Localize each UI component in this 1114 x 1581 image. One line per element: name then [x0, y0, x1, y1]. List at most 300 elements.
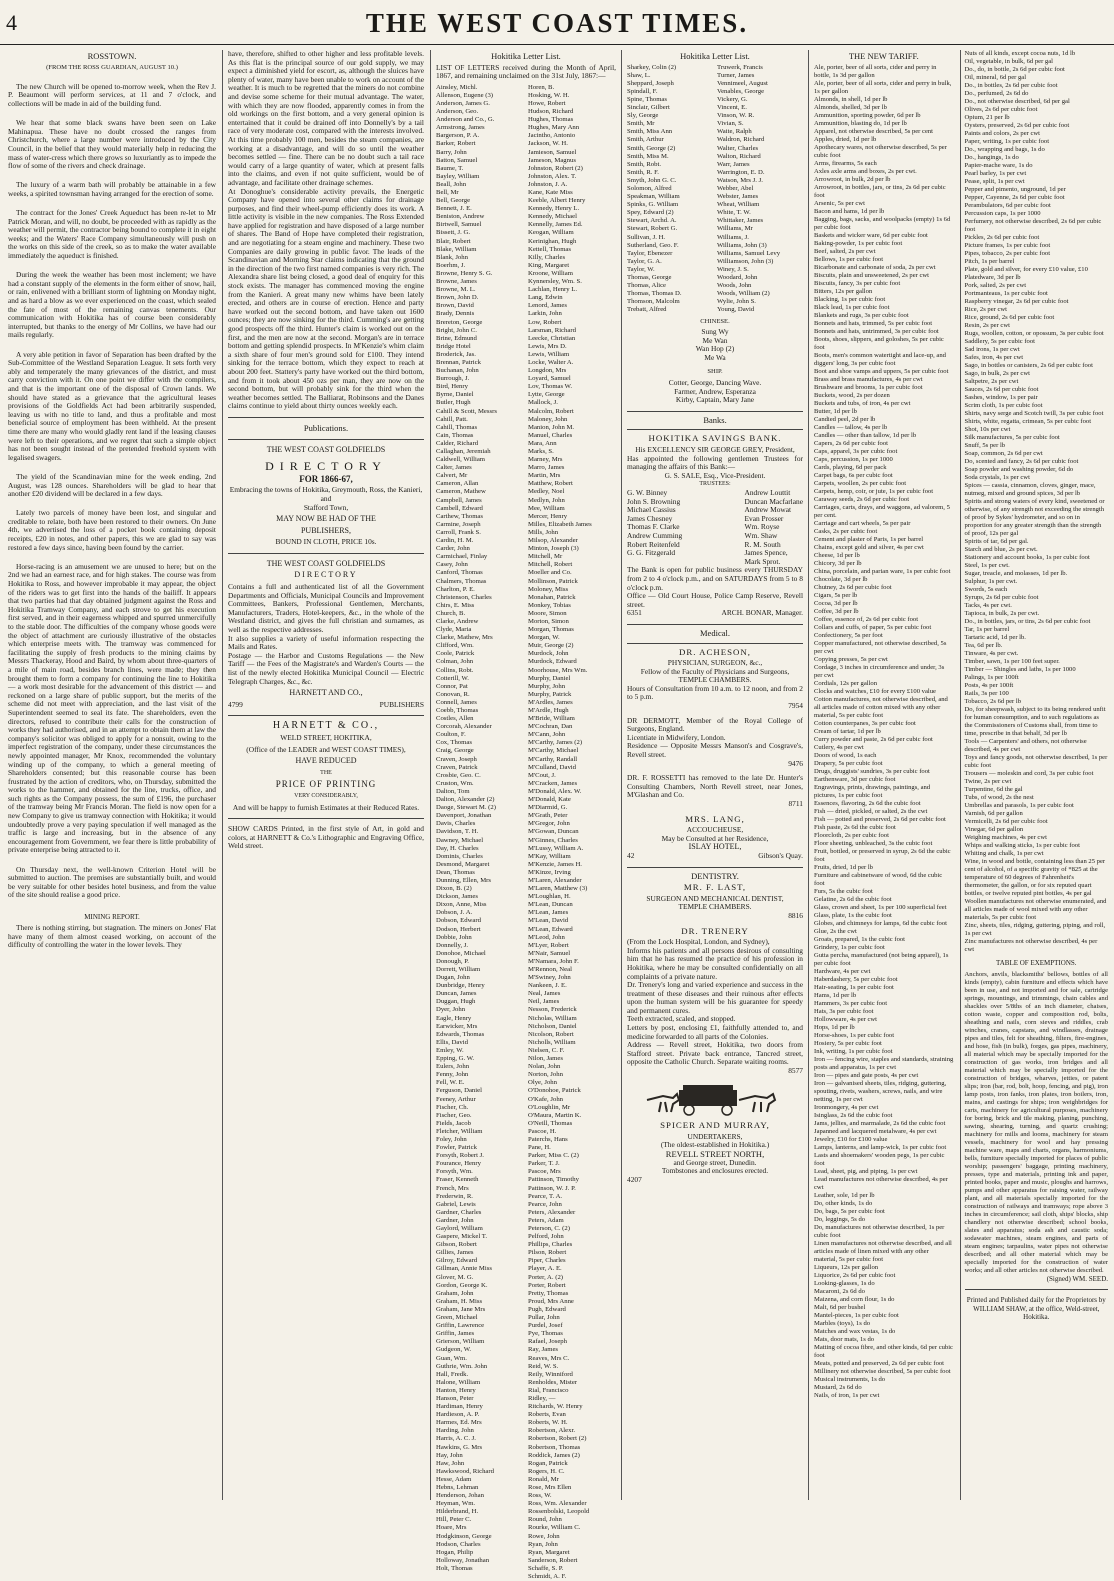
letter-recipient: Murdock, John — [528, 650, 569, 658]
spicer-title: SPICER AND MURRAY, — [660, 1120, 770, 1131]
last-name: MR. F. LAST, — [683, 882, 747, 893]
letter-recipient: Rossenbolski, Leopold — [528, 1508, 590, 1516]
letter-recipient: Keeble, Albert Henry — [528, 197, 586, 205]
letter-recipient: Cameron, Mathew — [436, 488, 486, 496]
letter-recipient: Murphy, John — [528, 682, 566, 690]
letter-recipient: Ridley, — — [528, 1394, 556, 1402]
letter-recipient: Morton, Simon — [528, 617, 569, 625]
letter-recipient: Barry, John — [436, 148, 467, 156]
letter-recipient: Hughes, Mary Ann — [528, 124, 580, 132]
letter-recipient: Lenord, James — [528, 302, 567, 310]
letter-recipient: Mitchell, Robert — [528, 561, 573, 569]
letter-recipient: Malcolm, Robert — [528, 407, 574, 415]
letter-recipient: Woodard, John — [717, 274, 758, 282]
letter-recipient: Hughes, Thomas — [528, 116, 574, 124]
letter-recipient: M'Cracken, James — [528, 779, 578, 787]
letter-recipient: Forsyth, Wm. — [436, 1168, 473, 1176]
letter-recipient: Clifford, Wm. — [436, 642, 474, 650]
letter-recipient: Milsop, Alexander — [528, 537, 578, 545]
letter-recipient: Edwards, Thomas — [436, 1030, 485, 1038]
letter-recipient: Webster, James — [717, 193, 759, 201]
letter-recipient: Norton, John — [528, 1071, 563, 1079]
ship-list — [627, 379, 803, 405]
spicer-foot: Tombstones and enclosures erected. — [661, 1166, 769, 1176]
letter-recipient: Cain, Thomas — [436, 431, 474, 439]
letter-recipient: M'Loughlan, H. — [528, 893, 571, 901]
letter-recipient: Reid, W. S. — [528, 1362, 559, 1370]
letter-recipient: Donohoe, Michael — [436, 949, 486, 957]
letter-recipient: Kennelly, James Ed. — [528, 221, 583, 229]
letter-recipient: Hay, John — [436, 1451, 463, 1459]
letter-recipient: Cahill, Thomas — [436, 423, 478, 431]
letter-recipient: Manion, John M. — [528, 423, 575, 431]
ad-number: 9476 — [788, 758, 803, 768]
exemptions-text: Anchors, anvils, blacksmiths' bellows, bottles of all kinds (empty), cabin furniture and effects which have been in use, and not imported and for sale, cartridge springs, mountings, and trimmings, chain cables and shackles over 5/8ths of an inch diameter, chaises, cotton waste, copper and composition rod, bolts, sheathing and nails, corn sieves and riddles, crab winches, cranes, capstans, and windlasses, drainage pipes and tiles, felt for sheathing, filters, fire-engines, and hose, fish (in bulk), forges, gas pipes, machinery, all material which may be specially imported for the construction of gas works, iron bridges and all material which may be specially imported for the construction of bridges, wharves, jetties, or patent slips; iron (bar, rod, bolt, hoop, fencing, and pig), iron lamp posts, iron fanks, iron plates, iron boilers, iron, mains, and castings for ships; iron weighbridges for carts, machinery for agricultural purposes, machinery for boring, brick and tile making, planing, punching, sawing, shearing, turning, and quartz crushing; machinery for mills and looms, machinery for steam vessels, machinery for wool and hay pressing machine ware, maps and charts, organs, harmoniums, bells, furniture specially imported for places of public worship; passengers' baggage, printing machinery, presses, type and materials, printing ink and paper, printed books, paper and music, ploughs and harrows, pumps and other apparatus for raising water, railway plant, and all materials specially imported for the construction of railways and tramways; rope above 3 inches in circumference; sail cloth, ships' blocks, ship chandlery not otherwise described; school books, slates and apparatus; soda ash and caustic soda; sodawater machines, steam engines, and parts of steam engines; tarpaulins, water pipes not otherwise described; and all other material which may be specially imported for the construction of water works; and all other articles not otherwise described. — [964, 970, 1108, 1274]
letter-recipient: Gardner, John — [436, 1216, 474, 1224]
divider — [627, 624, 803, 625]
letter-recipient: M'Carthy, Randall — [528, 755, 578, 763]
letter-recipient: Nolan, John — [528, 1063, 561, 1071]
letter-recipient: Sinclair, Gilbert — [627, 104, 670, 112]
directory-ad-heading: DIRECTORY — [265, 459, 387, 474]
letter-recipient: Porter, Robert — [528, 1281, 566, 1289]
divider — [228, 439, 424, 440]
letter-recipient: Moeller and Co. — [528, 569, 572, 577]
letter-recipient: Thomas, Alice — [627, 282, 667, 290]
letter-recipient: M'Namara, John F. — [528, 957, 579, 965]
letter-recipient: Blake, William — [436, 245, 477, 253]
letter-recipient: Coole, Patrick — [436, 650, 475, 658]
letter-recipient: Fowler, Patrick — [436, 1144, 477, 1152]
letter-recipient: Smith, R. F. — [627, 168, 659, 176]
letter-recipient: Vivian, S. — [717, 120, 744, 128]
letter-recipient: Sullivan, J. H. — [627, 233, 666, 241]
letter-recipient: O'Maura, Martin K. — [528, 1111, 582, 1119]
letter-recipient: Marney, Mrs — [528, 456, 563, 464]
letter-recipient: Ross, Wm. Alexander — [528, 1500, 587, 1508]
letter-recipient: Conovan, R. — [436, 690, 470, 698]
bank-office: Office — Old Court House, Police Camp Reserve, Revell street. — [627, 591, 803, 609]
paragraph: A very able petition in favor of Separation has been drafted by the Sub-Committee of the Westland Separation League. It sets forth very ably and temperately the many grievances of the district, and must carry conviction with it. On one point we differ with the compilers, and that is the important one of the disposal of Crown lands. We should have stated as a grievance that the agricultural leases provisions of the Goldfields Act had been arbitrarily suspended, leaving us with no title to land, and thus a profitable and most beneficial source of employment has been withheld. At the present time there are many who would gladly rent land if the leasing clauses were left to their operations, and we regret that such a simple object has not been sought instead of the pretended freehold system with legalised swagers. — [8, 349, 216, 462]
letter-recipient: Taylor, Ebenezer — [627, 249, 673, 257]
letter-recipient: Hill, Peter C. — [436, 1516, 472, 1524]
letter-recipient: Killy, Charles — [528, 253, 566, 261]
tariff-column-right — [960, 50, 1108, 1500]
letter-recipient: Waite, Ralph — [717, 128, 752, 136]
bank-vice-president: G. S. SALE, Esq., Vice-President. — [664, 470, 766, 480]
letter-recipient: Robertson, Thomas — [528, 1443, 581, 1451]
letter-recipient: Forsyth, Robert J. — [436, 1152, 484, 1160]
letter-recipient: Moloney, Miss — [528, 585, 569, 593]
letter-recipient: Turner, James — [717, 71, 755, 79]
letter-recipient: Nicholls, William — [528, 1038, 576, 1046]
bank-title: HOKITIKA SAVINGS BANK. — [648, 433, 782, 444]
letter-recipient: Williamson, John (3) — [717, 257, 774, 265]
exemptions-heading: TABLE OF EXEMPTIONS. — [996, 959, 1077, 967]
letter-recipient: Stewart, Archd. A. — [627, 217, 677, 225]
harnett-title: HARNETT & CO., — [272, 720, 380, 732]
harnett-the: THE — [320, 769, 332, 776]
letter-recipient: Church, B. — [436, 609, 466, 617]
letter-recipient: Cox, Thomas — [436, 739, 472, 747]
letter-names-left — [627, 64, 713, 315]
last-text: SURGEON AND MECHANICAL DENTIST, — [646, 893, 784, 903]
letter-recipient: Shaw, L. — [627, 71, 651, 79]
letter-recipient: Solomon, Alfred — [627, 185, 672, 192]
letter-recipient: Chirs, E. Miss — [436, 601, 475, 609]
letter-recipient: Foley, John — [436, 1135, 467, 1143]
letter-recipient: Calter, James — [436, 464, 472, 472]
letter-recipient: Feeney, Arthur — [436, 1095, 476, 1103]
letter-recipient: Hilderbrand, H. — [436, 1508, 479, 1516]
letter-recipient: Fenny, John — [436, 1071, 469, 1079]
letter-recipient: Browne, Henry S. G. — [436, 269, 493, 277]
letter-recipient: Rafael, Joseph — [528, 1338, 567, 1346]
letter-recipient: Minton, Joseph (3) — [528, 545, 579, 553]
letter-recipient: Sanderson, Robert — [528, 1556, 578, 1564]
letter-recipient: Robertson, Robert (2) — [528, 1435, 587, 1443]
letter-recipient: Day, H. Charles — [436, 844, 479, 852]
letter-recipient: Pearce, T. A. — [528, 1192, 563, 1200]
trustees-list — [627, 489, 803, 566]
letter-recipient: Connell, James — [436, 698, 477, 706]
letter-recipient: M'Lean, Duncan — [528, 901, 573, 909]
letter-recipient: Pearce, John — [528, 1200, 562, 1208]
letter-recipient: Sharkey, Colin (2) — [627, 63, 677, 71]
letter-recipient: Craig, George — [436, 747, 474, 755]
letter-recipient: Lang, Edwin — [528, 294, 563, 302]
letter-recipient: Barker, Robert — [436, 140, 476, 148]
letter-recipient: Cameron, Allan — [436, 480, 479, 488]
letter-recipient: Gibson, Robert — [436, 1241, 477, 1249]
letter-recipient: Kerinighan, Hugh — [528, 237, 577, 245]
letter-recipient: M'Kinze, Irving — [528, 868, 571, 876]
letter-recipient: M'Donald, Alex. W. — [528, 787, 582, 795]
letter-recipient: Gaylord, William — [436, 1225, 483, 1232]
letter-recipient: Fletcher, William — [436, 1127, 483, 1135]
letter-recipient: Dalton, Tom — [436, 787, 470, 795]
letter-recipient: Bridge Hotel — [436, 342, 471, 350]
letter-recipient: Cardin, H. M. — [436, 537, 474, 545]
letter-recipient: Lewis, Mrs D. — [528, 342, 567, 350]
letter-recipient: Ryan, Margaret — [528, 1548, 570, 1556]
letter-recipient: Cambell, Edward — [436, 504, 483, 512]
letter-recipient: Jackson, W. H. — [528, 140, 568, 148]
letter-recipient: Williams, Samuel Levy — [717, 249, 781, 257]
letter-recipient: M'Carthy, Michael — [528, 747, 579, 755]
lang-place: ISLAY HOTEL, — [688, 842, 742, 852]
lang-text: ACCOUCHEUSE, May be Consulted at her Residence, — [661, 825, 769, 843]
letter-recipient: Player, A. E. — [528, 1265, 562, 1273]
imprint: Printed and Published daily for the Proprietors by WILLIAM SHAW, at the office, Weld-street, Hokitika. — [966, 1296, 1106, 1321]
trenery-text: (From the Lock Hospital, London, and Sydney), Informs his patients and all persons desirous of consulting him that he has resumed the practice of his profession in Hokitika, where he may be consulted confidentially on all complaints of a private nature. Dr. Trenery's long and varied experience and success in the treatment of these diseases and their ruinous after effects upon the human system will be his guarantee for speedy and permanent cures. Teeth extracted, scaled, and stopped. Letters by post, enclosing £1, faithfully attended to, and medicine forwarded to all parts of the Colonies. Address — Revell street, Hokitika, two doors from Stafford street. Private back entrance, Tancred street, opposite the Catholic Church. Separate waiting rooms. — [627, 937, 803, 1067]
letter-recipient: Earwicker, Mrs — [436, 1022, 478, 1030]
acheson-name: DR. ACHESON, — [679, 646, 751, 657]
letter-names-right — [717, 64, 803, 315]
letter-recipient: Gardner, Charles — [436, 1208, 482, 1216]
letter-recipient: Birtwell, Samuel — [436, 221, 482, 229]
letter-recipient: Bright, John C. — [436, 326, 477, 334]
letter-recipient: Brady, Dennis — [436, 310, 475, 318]
letter-recipient: Dickson, James — [436, 893, 478, 901]
letter-recipient: Thomson, Malcolm — [627, 298, 680, 306]
letter-recipient: Henderson, Johan — [436, 1492, 484, 1500]
chinese-names: Sung Wy Me Wan Wan Hop (2) Me Wa — [695, 327, 735, 362]
letter-recipient: Glover, M. G. — [436, 1273, 474, 1281]
letter-recipient: Trebatt, Alfred — [627, 306, 667, 314]
bank-footer — [627, 609, 803, 618]
letter-recipient: Smith, Miss Ann — [627, 128, 673, 136]
letter-recipient: Frederwin, R. — [436, 1192, 473, 1200]
harnett-address: WELD STREET, HOKITIKA, — [280, 732, 372, 742]
letter-recipient: Walton, Richard — [717, 152, 761, 160]
letter-recipient: Williams, John (3) — [717, 241, 767, 249]
letter-recipient: Hanson, Peter — [436, 1394, 474, 1402]
harnett-very: VERY CONSIDERABLY, — [294, 792, 358, 799]
letter-recipient: Venables, George — [717, 87, 765, 95]
letter-recipient: Parker, Miss C. (2) — [528, 1152, 579, 1160]
section-heading-banks: Banks. — [703, 414, 727, 425]
letter-recipient: Olye, John — [528, 1079, 557, 1087]
letter-recipient: Monkey, Tobias — [528, 601, 571, 609]
letter-recipient: Hodson, Charles — [436, 1540, 481, 1548]
ad-number: 8711 — [788, 799, 803, 808]
section-heading-dentistry: DENTISTRY. — [691, 870, 739, 881]
last-ad — [627, 883, 803, 920]
letter-recipient: Bird, Henry — [436, 383, 468, 391]
letter-recipient: Hodgkinson, George — [436, 1532, 492, 1540]
letter-recipient: Murphy, Patrick — [528, 690, 572, 698]
letter-recipient: Ronald, Mr — [528, 1475, 559, 1483]
letter-recipient: Dixon, B. (2) — [436, 885, 472, 893]
harnett-office: (Office of the LEADER and WEST COAST TIMES), — [246, 744, 406, 754]
bank-hours: The Bank is open for public business every THURSDAY from 2 to 4 o'clock p.m., and on SATURDAYS from 5 to 8 o'clock p.m. — [627, 565, 803, 592]
trenery-name: DR. TRENERY — [681, 925, 749, 936]
letter-recipient: Batton, Samuel — [436, 156, 478, 164]
letter-recipient: Pye, Thomas — [528, 1330, 563, 1338]
letter-recipient: O'Kafe, John — [528, 1095, 564, 1103]
letter-recipient: Moore, Simon — [528, 609, 567, 617]
letter-recipient: O'Loughlin, Mr — [528, 1103, 571, 1111]
divider — [965, 1289, 1108, 1290]
letter-recipient: Johnston, J. A. — [528, 180, 568, 188]
letter-recipient: Guthrie, Wm. John — [436, 1362, 488, 1370]
letter-recipient: Cruston, Wm. — [436, 779, 474, 787]
letter-recipient: Burrough, J. — [436, 375, 470, 383]
bank-text: Has appointed the following gentlemen Trustees for managing the affairs of this Bank:— — [627, 453, 803, 472]
letter-recipient: Woods, William (2) — [717, 290, 770, 298]
letter-recipient: Brown, David — [436, 302, 474, 310]
directory2-footer — [228, 701, 424, 710]
tariff-columns — [814, 50, 1108, 1500]
letter-recipient: Harris, A. C. J. — [436, 1435, 476, 1443]
letter-recipient: Pattinson, W. J. P. — [528, 1184, 576, 1192]
letter-recipient: Warr, James — [717, 160, 750, 168]
letter-recipient: Pugh, Edward — [528, 1305, 566, 1313]
letter-recipient: Stewart, Robert G. — [627, 225, 678, 233]
letter-recipient: Johnston, Alex. T. — [528, 172, 577, 180]
letter-recipient: M'Gowan, Duncan — [528, 828, 579, 836]
letter-recipient: Smith, Mr — [627, 120, 655, 128]
letter-recipient: Fields, Jacob — [436, 1119, 471, 1127]
letter-recipient: Dobson, J. A. — [436, 909, 473, 917]
spicer-sub: UNDERTAKERS, — [687, 1131, 743, 1141]
spicer-text: (The oldest-established in Hokitika.) — [660, 1140, 770, 1150]
letter-recipient: Hardiman, Henry — [436, 1403, 483, 1411]
letter-recipient: Coebb, Thomas — [436, 707, 479, 714]
letter-recipient: Spine, Thomas — [627, 95, 668, 103]
letter-recipient: Mee, William — [528, 504, 565, 512]
letter-names-grid — [436, 84, 616, 1581]
letter-recipient: Gilroy, Edward — [436, 1257, 478, 1265]
letter-recipient: Blank, John — [436, 253, 468, 261]
letter-recipient: Mercer, Henry — [528, 512, 568, 520]
letter-recipient: Cahill, Patt. — [436, 415, 468, 423]
letter-recipient: Rogan, Patrick — [528, 1459, 568, 1467]
letter-recipient: Schmidt, A. F. — [528, 1573, 567, 1581]
letter-recipient: Thomas, Thomas D. — [627, 290, 682, 298]
letter-recipient: Smith, Miss M. — [627, 152, 669, 160]
ad-number: 8577 — [788, 1066, 803, 1076]
letter-recipient: Johnston, Robert (2) — [528, 164, 583, 172]
letter-recipient: Rowe, John — [528, 1532, 560, 1540]
letter-recipient: Young, David — [717, 306, 755, 314]
letter-recipient: Mills, John — [528, 528, 559, 536]
letter-recipient: Lachlan, Henry L. — [528, 286, 578, 294]
letter-recipient: Green, Michael — [436, 1314, 478, 1322]
letter-recipient: Dunning, Ellen, Mrs — [436, 876, 491, 884]
letter-recipient: Pelford, John — [528, 1233, 564, 1241]
letter-names-grid — [627, 64, 803, 315]
letter-recipient: Ross, W. — [528, 1492, 552, 1500]
letter-recipient: Spey, Edward (2) — [627, 209, 674, 217]
divider — [627, 867, 803, 868]
letter-recipient: Sutherland, Geo. F. — [627, 241, 679, 249]
letter-recipient: Muir, George (2) — [528, 642, 574, 650]
letter-recipient: Dunbridge, Henry — [436, 982, 485, 990]
letter-recipient: Roddick, James (2) — [528, 1451, 580, 1459]
letter-recipient: Piper, Charles — [528, 1257, 566, 1265]
letter-recipient: Halone, William — [436, 1378, 481, 1386]
divider — [627, 643, 803, 644]
directory-ad-had: MAY NOW BE HAD OF THE — [276, 514, 376, 524]
letter-recipient: Speakman, William — [627, 193, 680, 201]
tariff-list-1: Ale, porter, beer of all sorts, cider and perry in bottle, 1s 3d per gallon Ale, porter, beer of all sorts, cider and perry in bulk, 1s per gallon Almonds, in shell, 1d per lb Almonds, shelled, 3d per lb Ammunition, sporting powder, 6d per lb Ammunition, blasting do, 1d per lb Apparel, not otherwise described, 5s per cent Apples, dried, 1d per lb Apothecary wares, not otherwise described, 5s per cubic foot Arms, firearms, 5s each Axles axle arms and boxes, 2s per cwt. Arrowroot, in bulk, 2d per lb Arrowroot, in bottles, jars, or tins, 2s 6d per cubic foot Arsenic, 5s per cwt Bacon and hams, 1d per lb Bagging, bags, sacks, and woolpacks (empty) 1s 6d per cubic foot Baskets and wicker ware, 6d per cubic foot Baking-powder, 1s per cubic foot Beef, salted, 2s per cwt Bellows, 1s per cubic foot Bicarbonate and carbonate of soda, 2s per cwt Biscuits, plain and unsweetened, 2s per cwt Biscuits, fancy, 3s per cubic foot Bitters, 12s per gallon Blacking, 1s per cubic foot Black lead, 1s per cubic foot Blankets and rugs, 3s per cubic foot Bonnets and hats, trimmed, 5s per cubic foot Bonnets and hats, untrimmed, 3s per cubic foot Boots, shoes, slippers, and goloshes, 5s per cubic foot Boots, men's common watertight and lace-up, and diggers' long, 3s per cubic foot Boot and shoe vamps and uppers, 5s per cubic foot Brass and brass manufactures, 4s per cwt Brushware and brooms, 1s per cubic foot Buckets, wood, 2s per dozen Buckets and tubs, of iron, 4s per cwt Butter, 1d per lb Candied peel, 2d per lb Candles — tallow, 4s per lb Candles — other than tallow, 1d per lb Capers, 2s 6d per cubic foot Caps, apparel, 3s per cubic foot Caps, percussion, 1s per 1000 Cards, playing, 6d per pack Carpet bags, 6s per cubic foot Carpets, woollen, 2s per cubic foot Carpets, hemp, coir, or jute, 1s per cubic foot Caraway seeds, 2s 6d per cubic foot Carriages, carts, drays, and waggons, ad valorem, 5 per cent. Carriage and cart wheels, 5s per pair Casks, 2s per cubic foot Cement and plaster of Paris, 1s per barrel Chains, except gold and silver, 4s per cwt Cheese, 1d per lb Chicory, 3d per lb China, porcelain, and parian ware, 1s per cubic foot Chocolate, 3d per lb Chutney, 2s 6d per cubic foot Cigars, 5s per lb Cocoa, 3d per lb Coffee, 3d per lb Coffee, essence of, 2s 6d per cubic foot Collars and cuffs, of paper, 5s per cubic foot Confectionery, 5s per foot Copper manufactured, not otherwise described, 5s per cwt Copying presses, 5s per cwt Cordage, 3 inches in circumference and under, 3s per cwt Cordials, 12s per gallon Clocks and watches, £10 for every £100 value Cotton manufactures, not otherwise described, and all articles made of cotton mixed with any other material, 5s per cubic foot Cotton counterpanes, 3s per cubic foot Cream of tartar, 1d per lb Curry powder and paste, 2s 6d per cubic foot Cutlery, 4s per cwt Doors of wood, 1s each Drapery, 5s per cubic foot Drugs, druggists' sundries, 3s per cubic foot Earthenware, 3d per cubic foot Engravings, prints, drawings, paintings, and pictures, 1s per cubic foot Essences, flavoring, 2s 6d the cubic foot Fish — dried, pickled, or salted, 2s the cwt Fish — potted and preserved, 2s 6d per cubic foot Fish paste, 2s 6d the cubic foot Floorcloth, 2s per cubic foot Floor sheeting, unbleached, 3s the cubic foot Fruit, bottled, or preserved in syrup, 2s 6d the cubic foot Fruits, dried, 1d per lb Furniture and cabinetware of wood, 6d the cubic foot Furs, 5s the cubic foot Gelatine, 2s 6d the cubic foot Glass, crown and sheet, 1s per 100 superficial feet Glass, plate, 1s the cubic foot Globes, and chimneys for lamps, 6d the cubic foot Glue, 2s the cwt Groats, prepared, 1s the cubic foot Grindery, 1s per cubic foot Gutta percha, manufactured (not being apparel), 1s per cubic foot Hardware, 4s per cwt Haberdashery, 5s per cubic foot Hair-seating, 1s per cubic foot Hams, 1d per lb Hammers, 3s per cubic foot Hats, 3s per cubic foot Hollowware, 4s per cwt Hops, 1d per lb Horse-shoes, 1s per cubic foot Hosiery, 5s per cubic foot Ink, writing, 1s per cubic foot Iron — fencing wire, staples and standards, straining posts and apparatus, 1s per cwt Iron — pipes and gate posts, 4s per cwt Iron — galvanised sheets, tiles, ridging, guttering, spouting, rivets, washers, screws, nails, and wire netting, 1s per cwt Ironmongery, 4s per cwt Isinglass, 2s 6d the cubic foot Jams, jellies, and marmalade, 2s 6d the cubic foot Japanned and lacquered metalware, 4s per cwt Jewelry, £10 for £100 value Lamps, lanterns, and lamp-wick, 1s per cubic foot Lasts and shoemakers' wooden pegs, 1s per cubic foot Lead, sheet, pig, and piping, 1s per cwt Lead manufactures not otherwise described, 4s per cwt Leather, sole, 1d per lb Do, other kinds, 1s do Do, bags, 5s per cubic foot Do, leggings, 5s do Do, manufactures not otherwise described, 1s per cubic foot Linen manufactures not otherwise described, and all articles made of linen mixed with any other material, 5s per cubic foot Liqueurs, 12s per gallon Liquorice, 2s 6d per cubic foot Looking-glasses, 1s do Macaroni, 2s 6d do Maizena, and corn flour, 1s do Malt, 6d per bushel Mantel-pieces, 1s per cubic foot Marbles (toys), 1s do Matches and wax vestas, 1s do Mats, door mats, 1s do Matting of cocoa fibre, and other kinds, 6d per cubic foot Meats, potted and preserved, 2s 6d per cubic foot Millinery not otherwise described, 5s per cubic foot Musical instruments, 1s do Mustard, 2s 6d do Nails, of iron, 1s per cwt — [814, 63, 954, 1399]
letter-recipient: Peters, Adam — [528, 1216, 564, 1224]
ad-number: 8816 — [788, 910, 803, 920]
letter-recipient: Spinks, G. William — [627, 201, 679, 209]
letter-recipient: Blair, Robert — [436, 237, 471, 245]
page-number: 4 — [6, 10, 17, 35]
letter-recipient: Graham, John — [436, 1289, 474, 1297]
letter-recipient: Morgan, W. — [528, 634, 560, 642]
letter-recipient: M'Diarmid, G. — [528, 804, 568, 812]
letter-recipient: Anderson, Geo. — [436, 108, 479, 116]
letter-recipient: Dixon, Anne, Miss — [436, 901, 487, 909]
letter-recipient: Pullar, John — [528, 1314, 560, 1322]
letter-recipient: Larsman, Richard — [528, 326, 576, 334]
mining-report-text: There is nothing stirring, but stagnation. The miners on Jones' Flat have many of them almost ceased working, on account of the difficulty of controlling the water in the lower levels. They — [8, 923, 216, 950]
rossetti-ad — [627, 774, 803, 808]
acheson-hours: Hours of Consultation from 10 a.m. to 12 noon, and from 2 to 5 p.m. — [627, 683, 803, 702]
letter-recipient: Cahill & Scott, Messrs — [436, 407, 497, 415]
letter-recipient: Wylie, John S. — [717, 298, 756, 306]
letter-recipient: Harmes, Ed. Mrs — [436, 1419, 482, 1427]
letter-recipient: Daoge, Stewart M. (2) — [436, 804, 496, 812]
letter-recipient: Nilon, James — [528, 1055, 563, 1063]
letter-recipient: Chalmers, Thomas — [436, 577, 487, 585]
column-rule — [222, 50, 223, 1500]
letter-recipient: Dobson, Edward — [436, 917, 481, 925]
section-heading-medical: Medical. — [700, 627, 730, 638]
lang-quay: Gibson's Quay. — [758, 850, 803, 860]
letter-recipient: Hebns, Lehman — [436, 1484, 479, 1491]
letter-recipient: Holloway, Jonathan — [436, 1556, 490, 1564]
letter-recipient: Beniston, Andrew — [436, 213, 485, 221]
letter-recipient: Smith, George (2) — [627, 144, 676, 152]
paragraph: During the week the weather has been most inclement; we have had a constant supply of the elements in the form either of snow, hail, or rain, enlivened with a brilliant storm of lightning on Monday night, and as hard a blow as we ever experienced on the coast, which sealed the fate of most of the remaining canvas tenements. Our communication with Hokitika has of course been considerably interrupted, but thanks to the energy of Mr Collins, we have had our mails regularly. — [8, 270, 216, 340]
letter-recipient: Craven, Patrick — [436, 763, 478, 771]
letter-recipient: Longdon, Mrs — [528, 367, 567, 375]
letter-recipient: Ryan, John — [528, 1540, 558, 1548]
letter-recipient: Calder, Richard — [436, 439, 479, 447]
column-rule — [430, 50, 431, 1500]
letter-recipient: Costles, Allen — [436, 715, 474, 723]
directory-ad-publishers: PUBLISHERS, — [300, 525, 351, 535]
divider — [228, 417, 424, 418]
ad-number: 4207 — [627, 1174, 642, 1184]
letter-recipient: Hosking, W. H. — [528, 91, 570, 99]
letter-recipient: Anderson and Co., G. — [436, 116, 495, 124]
directory-ad-year: FOR 1866-67, — [299, 473, 353, 484]
letter-recipient: Lytte, George — [528, 391, 565, 399]
letter-recipient: Graham, Jane Mrs — [436, 1305, 486, 1313]
article-source: (FROM THE ROSS GUARDIAN, AUGUST 10.) — [46, 63, 178, 71]
letter-recipient: Ray, James — [528, 1346, 559, 1354]
bank-patron: His EXCELLENCY SIR GEORGE GREY, President, — [635, 445, 795, 455]
letter-recipient: Kane, Kate Miss — [528, 189, 573, 196]
letter-recipient: Purdel, Josef — [528, 1322, 563, 1330]
letter-recipient: Anderson, James G. — [436, 99, 490, 107]
letter-recipient: Clarke, Andrew — [436, 617, 479, 625]
bank-manager: ARCH. BONAR, Manager. — [721, 608, 803, 618]
chinese-heading: CHINESE. — [700, 317, 730, 325]
letter-recipient: Connor, Pat — [436, 682, 468, 690]
tariff-heading: THE NEW TARIFF. — [848, 51, 919, 61]
letter-recipient: Kettell, Thomas — [528, 245, 571, 253]
letter-recipient: Maloney, John — [528, 415, 568, 423]
letter-recipient: Hawkswood, Richard — [436, 1467, 494, 1475]
letter-recipient: Low, Robert — [528, 318, 562, 326]
letter-recipient: M'Nair, Samuel — [528, 949, 571, 957]
letter-recipient: M'Culland, David — [528, 763, 577, 771]
chinese-list — [627, 328, 803, 362]
letter-recipient: Pascoe, Mrs — [528, 1168, 561, 1176]
letter-list-heading: Hokitika Letter List. — [680, 51, 750, 61]
letter-recipient: M'Ardle, Hugh — [528, 707, 569, 714]
divider — [228, 818, 424, 819]
letter-recipient: Corcorah, Alexander — [436, 723, 492, 731]
letter-recipient: Porter, A. (2) — [528, 1273, 564, 1281]
letter-recipient: Nicolson, Robert — [528, 1030, 574, 1038]
directory2-text: Contains a full and authenticated list of all the Government Departments and Officials, Municipal Councils and Improvement Committees, Bankers, Professional Gentlemen, Merchants, Manufacturers, Traders, Hotel-keepers, &c., in the whole of the Westland district, and gives the full christian and surnames, as well as the respective addresses. It also supplies a variety of useful information respecting the Mails and Rates. Postage — the Harbor and Customs Regulations — the New Tariff — the Fees of the Magistrate's and Warden's Courts — the list of the newly elected Hokitika Municipal Council — Electric Telegraph Charges, &c., &c. — [228, 582, 424, 686]
column-rosstown — [8, 50, 216, 1500]
letter-recipient: Rial, Francisco — [528, 1386, 569, 1394]
letter-recipient: Buchanan, John — [436, 367, 479, 375]
letter-recipient: Eagle, Henry — [436, 1014, 472, 1022]
letter-recipient: Gaspere, Mickel T. — [436, 1233, 488, 1241]
letter-recipient: Butler, Hugh — [436, 399, 471, 407]
